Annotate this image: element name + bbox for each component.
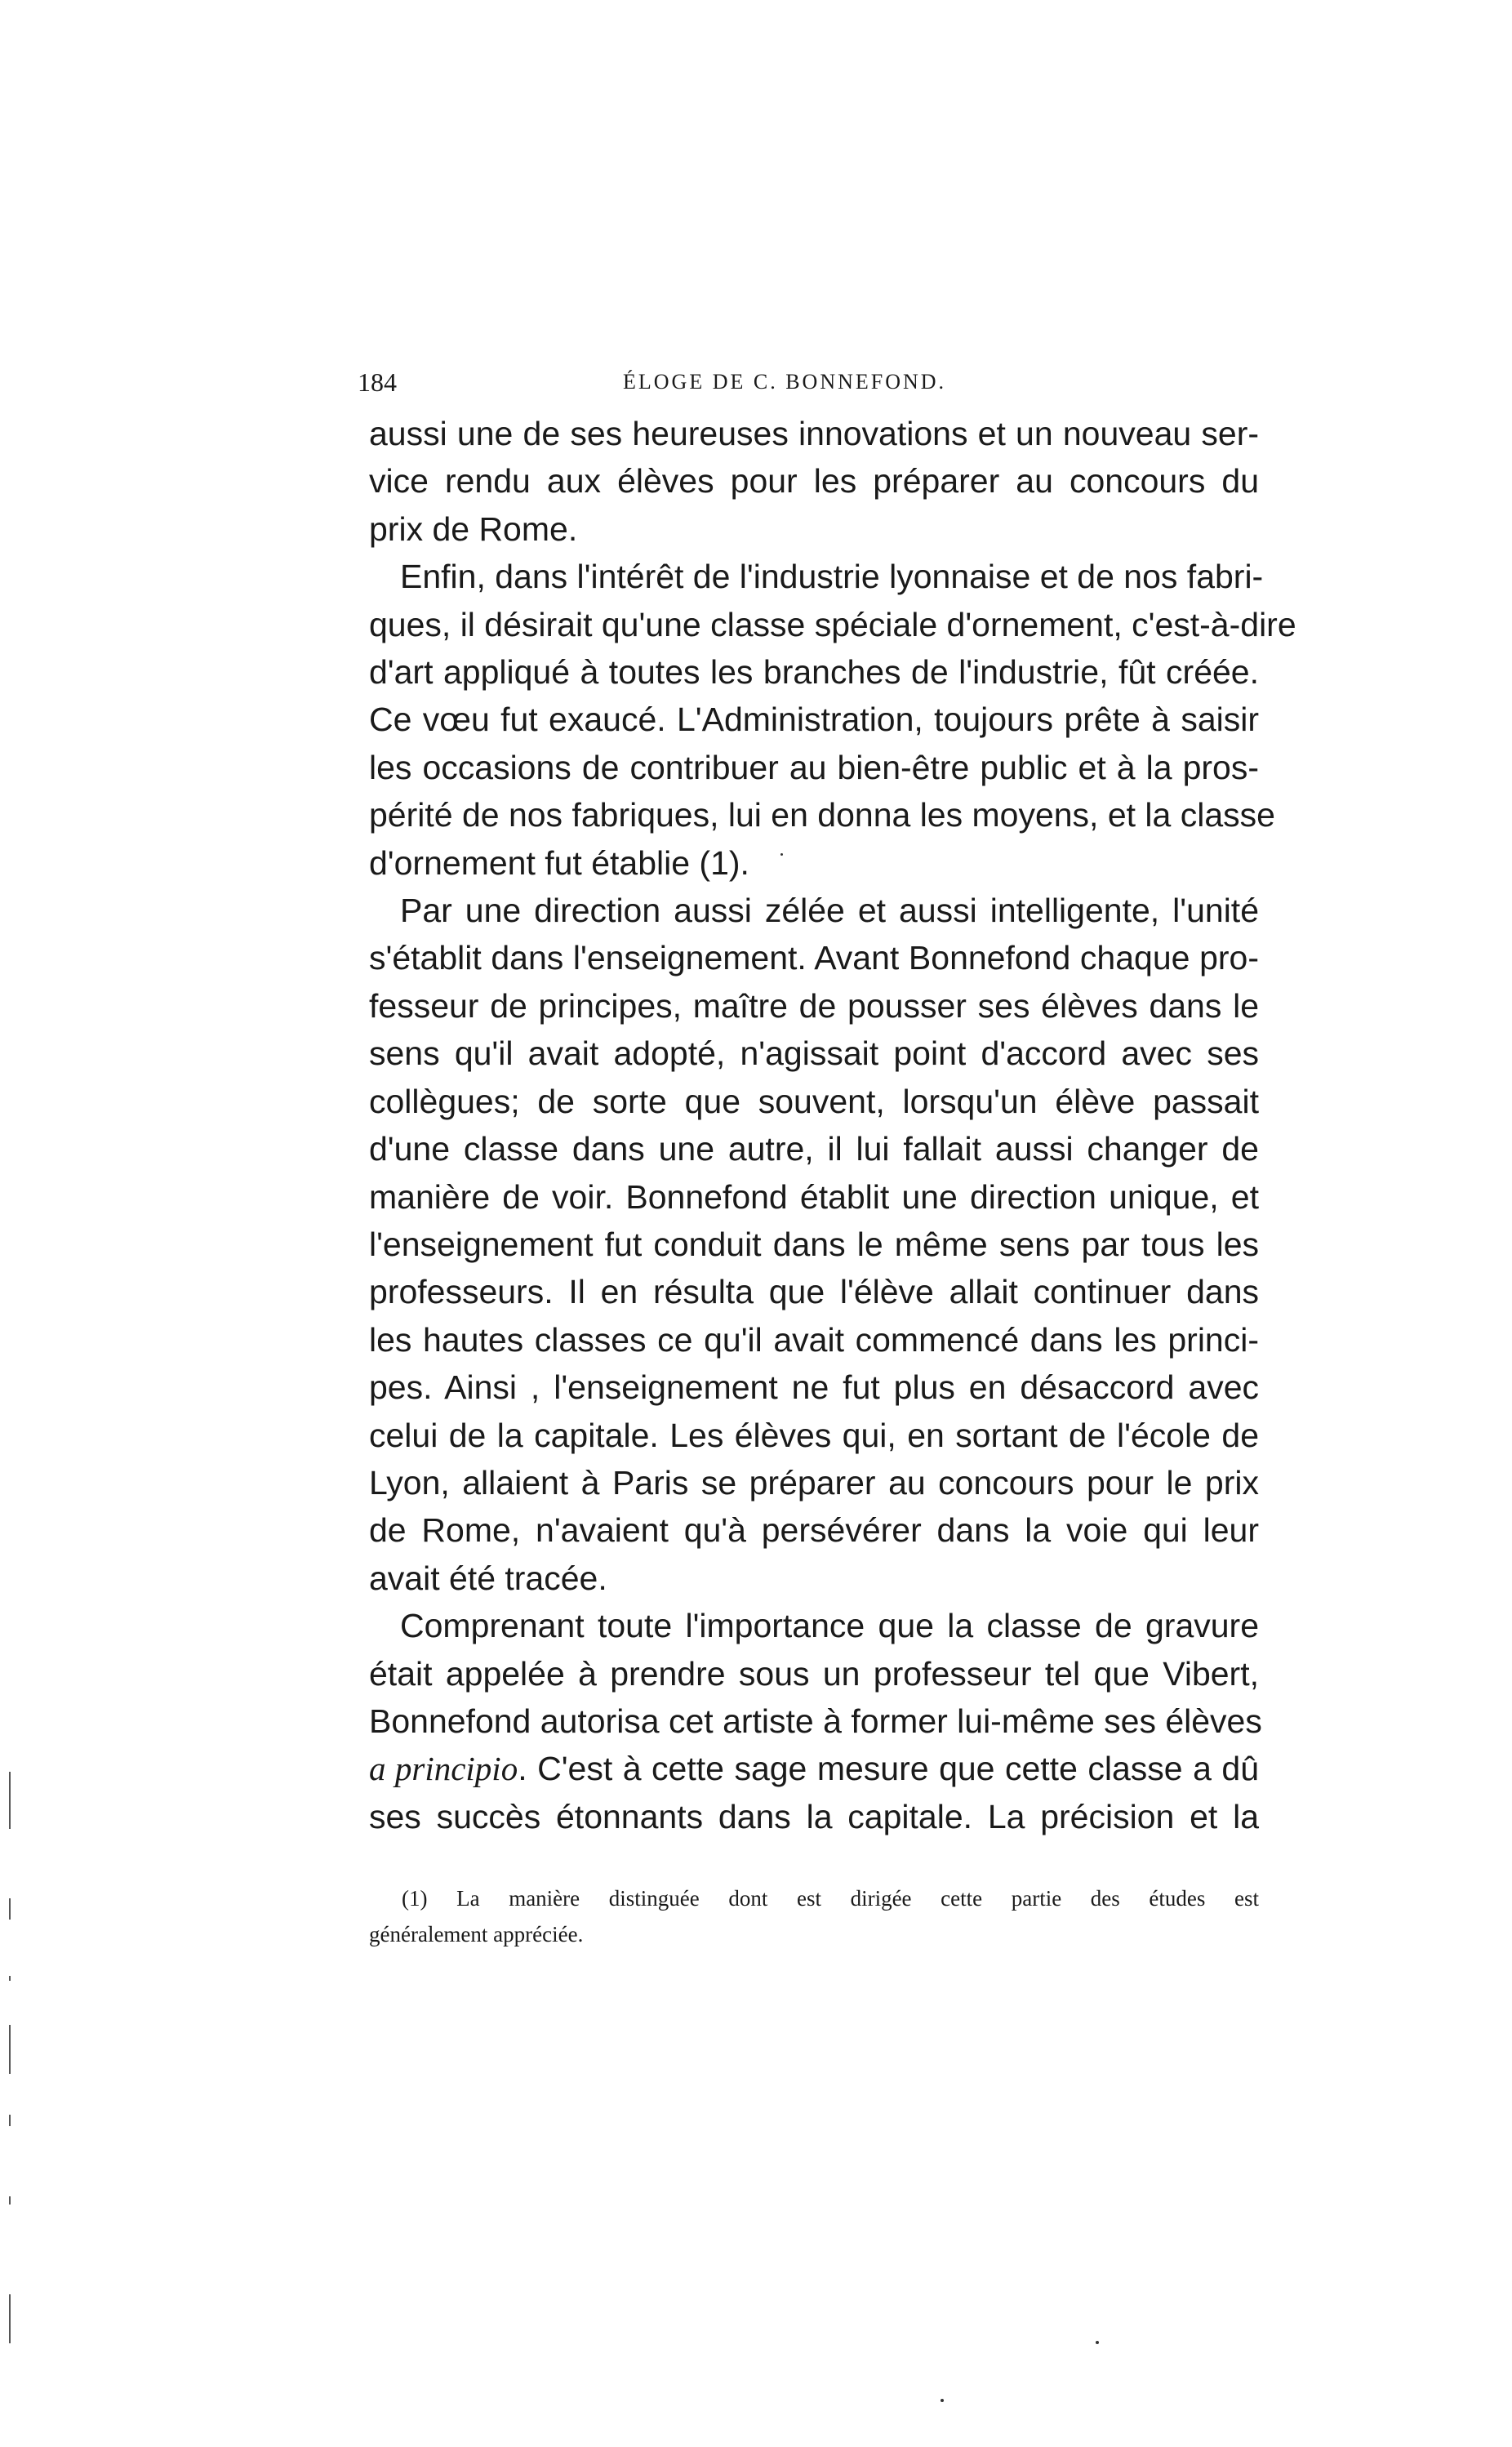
text-line: d'une classe dans une autre, il lui fallait aussi changer de xyxy=(369,1130,1259,1168)
text-line: s'établit dans l'enseignement. Avant Bonnefond chaque pro- xyxy=(369,939,1259,977)
scan-mark xyxy=(9,2294,11,2343)
text-line: d'ornement fut établie (1). xyxy=(369,843,749,882)
text-line: Enfin, dans l'intérêt de l'industrie lyonnaise et de nos fabri- xyxy=(400,558,1264,596)
running-title: ÉLOGE DE C. BONNEFOND. xyxy=(623,370,947,394)
paragraph-continued xyxy=(369,410,1259,553)
text-line: Ce vœu fut exaucé. L'Administration, toujours prête à saisir xyxy=(369,701,1259,739)
text-line: l'enseignement fut conduit dans le même sens par tous les xyxy=(369,1225,1259,1263)
text-line: ses succès étonnants dans la capitale. La précision et la xyxy=(369,1797,1259,1835)
text-line: les occasions de contribuer au bien-être public et à la pros- xyxy=(369,748,1259,786)
text-line: Bonnefond autorisa cet artiste à former lui-même ses élèves xyxy=(369,1702,1262,1740)
scan-mark xyxy=(9,1976,11,1981)
text-line: pes. Ainsi , l'enseignement ne fut plus en désaccord avec xyxy=(369,1368,1259,1407)
text-line: aussi une de ses heureuses innovations et un nouveau ser- xyxy=(369,415,1259,452)
scan-speck xyxy=(941,2399,944,2402)
scan-mark xyxy=(9,1772,11,1829)
text-line-rest: . C'est à cette sage mesure que cette classe a dû xyxy=(518,1750,1260,1788)
text-line: d'art appliqué à toutes les branches de l'industrie, fût créée. xyxy=(369,653,1259,692)
text-line: ques, il désirait qu'une classe spéciale d'ornement, c'est-à-dire xyxy=(369,605,1296,643)
footnote-line: généralement appréciée. xyxy=(369,1922,584,1946)
footnote-line: (1) La manière distinguée dont est dirigée cette partie des études est xyxy=(402,1886,1259,1911)
paragraph-gravure xyxy=(369,1602,1262,1840)
text-line: sens qu'il avait adopté, n'agissait point d'accord avec ses xyxy=(369,1034,1259,1073)
scan-speck xyxy=(780,853,783,856)
running-head xyxy=(358,366,1260,398)
text-line: était appelée à prendre sous un professeur tel que Vibert, xyxy=(369,1654,1259,1693)
text-line: manière de voir. Bonnefond établit une direction unique, et xyxy=(369,1177,1259,1216)
scan-speck xyxy=(1096,2341,1099,2344)
text-line: Par une direction aussi zélée et aussi intelligente, l'unité xyxy=(400,892,1259,930)
footnote xyxy=(369,1880,1259,1952)
scan-margin-marks xyxy=(9,1772,12,2343)
page-number: 184 xyxy=(358,367,397,397)
latin-phrase: a principio xyxy=(369,1750,518,1788)
body-text xyxy=(369,410,1296,1840)
text-line: vice rendu aux élèves pour les préparer au concours du xyxy=(369,462,1259,501)
text-line: les hautes classes ce qu'il avait commencé dans les princi- xyxy=(369,1320,1259,1359)
text-line: avait été tracée. xyxy=(369,1559,607,1597)
scan-mark xyxy=(9,1898,11,1920)
text-line: fesseur de principes, maître de pousser ses élèves dans le xyxy=(369,986,1259,1025)
text-line: de Rome, n'avaient qu'à persévérer dans la voie qui leur xyxy=(369,1511,1259,1550)
text-line: périté de nos fabriques, lui en donna les moyens, et la classe xyxy=(369,796,1275,834)
paragraph-direction xyxy=(369,887,1259,1602)
text-line: collègues; de sorte que souvent, lorsqu'un élève passait xyxy=(369,1082,1259,1120)
text-line: professeurs. Il en résulta que l'élève allait continuer dans xyxy=(369,1273,1259,1311)
scan-mark xyxy=(9,2196,11,2205)
text-line: prix de Rome. xyxy=(369,509,578,548)
paragraph-ornement xyxy=(369,553,1296,887)
text-line: Lyon, allaient à Paris se préparer au concours pour le prix xyxy=(369,1463,1259,1502)
text-line: Comprenant toute l'importance que la classe de gravure xyxy=(400,1607,1259,1645)
scan-mark xyxy=(9,2025,11,2074)
text-line-principio xyxy=(369,1745,1259,1792)
text-line: celui de la capitale. Les élèves qui, en sortant de l'école de xyxy=(369,1416,1259,1454)
scan-mark xyxy=(9,2115,11,2126)
